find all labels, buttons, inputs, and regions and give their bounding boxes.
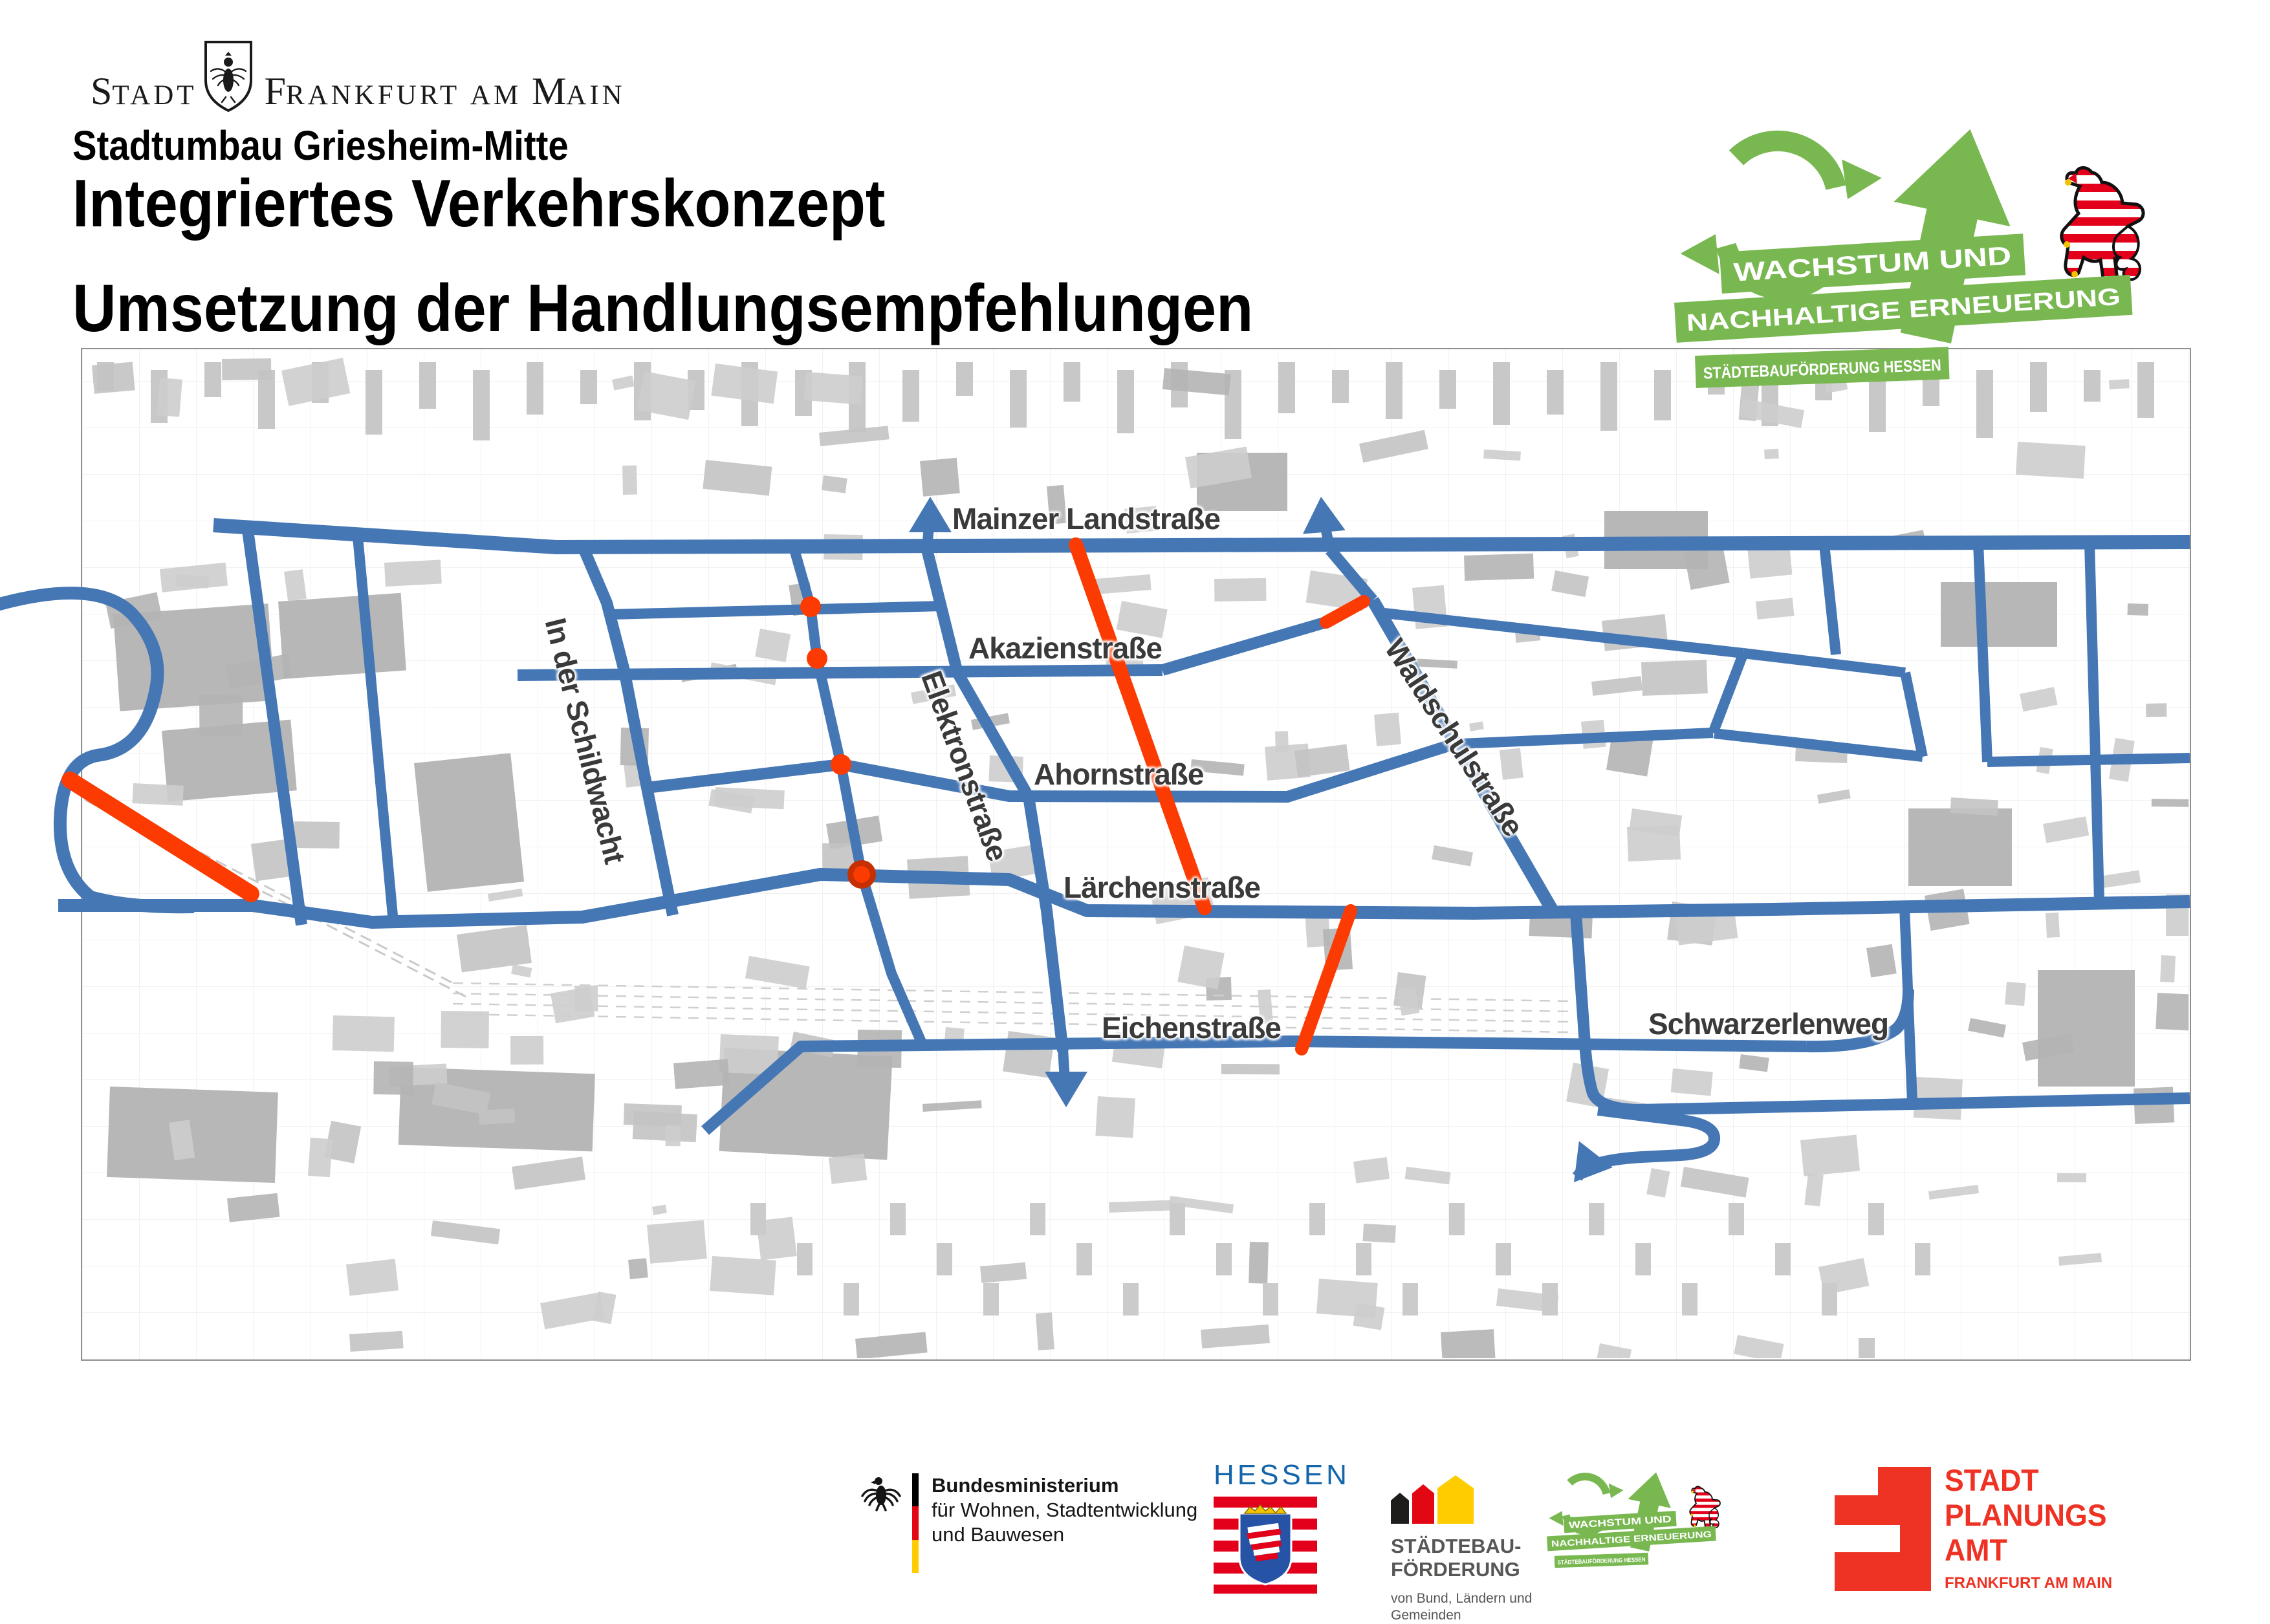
- street-label: Mainzer Landstraße: [952, 502, 1220, 536]
- sbf-line1: STÄDTEBAU-: [1391, 1535, 1522, 1557]
- bmwsb-line3: und Bauwesen: [932, 1523, 1065, 1546]
- street-label: Lärchenstraße: [1064, 871, 1261, 904]
- hessen-wordmark: HESSEN: [1214, 1459, 1350, 1491]
- frankfurt-am-main-wordmark: F RANKFURT AM M AIN: [264, 70, 626, 113]
- street-label: In der Schildwacht: [538, 614, 632, 867]
- svg-text:WACHSTUM UND: WACHSTUM UND: [1732, 245, 1950, 287]
- svg-text:NACHHALTIGE ERNEUERUNG: NACHHALTIGE ERNEUERUNG: [1551, 1531, 1681, 1549]
- spa-line1: STADT: [1945, 1463, 2039, 1497]
- stadt-wordmark: S TADT: [91, 70, 197, 113]
- hessen-lion-icon: [2062, 168, 2143, 287]
- subtitle: Stadtumbau Griesheim-Mitte: [72, 122, 569, 169]
- street-label: Elektronstraße: [915, 666, 1015, 865]
- banner-staedtebaufoerderung: [1695, 347, 1979, 388]
- street-label: Schwarzerlenweg: [1648, 1007, 1889, 1041]
- svg-text:STÄDTEBAUFÖRDERUNG HESSEN: STÄDTEBAUFÖRDERUNG HESSEN: [1557, 1555, 1659, 1566]
- street-label: Akazienstraße: [968, 631, 1162, 665]
- spa-line3: AMT: [1945, 1533, 2007, 1567]
- sbf-sub1: von Bund, Ländern und: [1391, 1591, 1533, 1606]
- street-label: Waldschulstraße: [1378, 633, 1531, 842]
- svg-text:NACHHALTIGE ERNEUERUNG: NACHHALTIGE ERNEUERUNG: [1685, 288, 2036, 336]
- svg-text:STÄDTEBAUFÖRDERUNG HESSEN: STÄDTEBAUFÖRDERUNG HESSEN: [1703, 354, 1979, 383]
- street-label: Ahornstraße: [1034, 757, 1204, 791]
- page-title-2: Umsetzung der Handlungsempfehlungen: [72, 271, 1254, 346]
- page-title: Integriertes Verkehrskonzept: [72, 166, 886, 241]
- sbf-line2: FÖRDERUNG: [1391, 1558, 1520, 1581]
- sbf-sub2: Gemeinden: [1391, 1608, 1461, 1623]
- bmwsb-line1: Bundesministerium: [932, 1474, 1119, 1497]
- spa-line2: PLANUNGS: [1945, 1498, 2107, 1532]
- wachstum-erneuerung-logo: [1669, 115, 2180, 426]
- bmwsb-line2: für Wohnen, Stadtentwicklung: [932, 1499, 1198, 1521]
- svg-text:WACHSTUM UND: WACHSTUM UND: [1568, 1515, 1649, 1532]
- street-label: Eichenstraße: [1102, 1011, 1281, 1045]
- spa-sub: FRANKFURT AM MAIN: [1945, 1574, 2113, 1592]
